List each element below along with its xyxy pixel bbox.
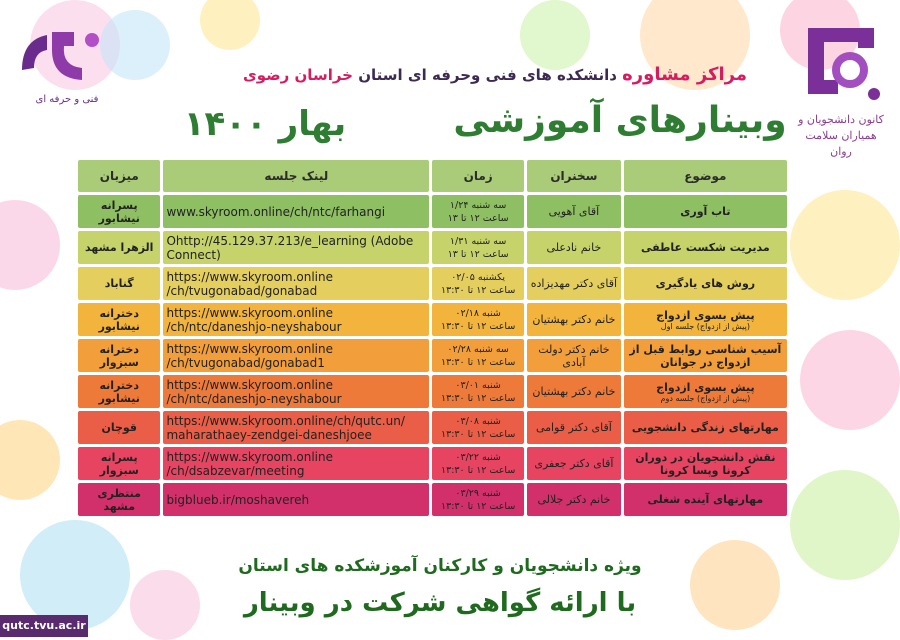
speaker-cell: خانم دکتر دولت آبادی [527, 339, 621, 372]
table-row [78, 375, 787, 408]
header-speaker: سخنران [527, 160, 621, 192]
host-cell: الزهرا مشهد [78, 231, 160, 264]
time-cell [432, 483, 524, 516]
speaker-cell: خانم دکتر بهشتیان [527, 303, 621, 336]
meeting-link[interactable]: https://www.skyroom.online /ch/tvugonabad/gonabad1 [163, 339, 429, 372]
topic-cell [624, 231, 787, 264]
host-cell: پسرانه سبزوار [78, 447, 160, 480]
topic-cell [624, 339, 787, 372]
time-date: سه شنبه ۱/۳۱ [449, 235, 507, 247]
topic-cell [624, 303, 787, 336]
header-topic: موضوع [624, 160, 787, 192]
speaker-cell: آقای دکتر مهدیزاده [527, 267, 621, 300]
caption-line: همیاران سلامت [805, 129, 877, 142]
time-cell [432, 411, 524, 444]
webinar-schedule-table [75, 157, 790, 519]
speaker-cell: آقای دکتر جعفری [527, 447, 621, 480]
topic-title: مدیریت شکست عاطفی [641, 241, 770, 254]
topic-cell [624, 411, 787, 444]
topic-cell [624, 267, 787, 300]
speaker-cell: آقای آهویی [527, 195, 621, 228]
topic-title: پیش بسوی ازدواج [656, 380, 755, 394]
meeting-link[interactable]: https://www.skyroom.online /ch/tvugonabad/gonabad [163, 267, 429, 300]
time-date: شنبه ۰۲/۱۸ [455, 307, 501, 319]
meeting-link[interactable]: https://www.skyroom.online /ch/dsabzevar/meeting [163, 447, 429, 480]
time-cell [432, 375, 524, 408]
topic-note: (پیش از ازدواج) جلسه اول [660, 321, 750, 331]
season-label: بهار ۱۴۰۰ [183, 104, 347, 144]
time-date: شنبه ۰۳/۲۲ [455, 451, 501, 463]
table-row [78, 411, 787, 444]
time-hours: ساعت ۱۲ تا ۱۳:۳۰ [440, 464, 516, 476]
speaker-cell: خانم دکتر بهشتیان [527, 375, 621, 408]
topic-title: روش های یادگیری [655, 277, 756, 290]
table-row [78, 195, 787, 228]
time-hours: ساعت ۱۲ تا ۱۳:۳۰ [440, 284, 516, 296]
time-date: شنبه ۰۳/۰۱ [455, 379, 501, 391]
time-cell [432, 303, 524, 336]
host-cell: دخترانه سبزوار [78, 339, 160, 372]
table-row [78, 447, 787, 480]
table-row [78, 231, 787, 264]
topic-note: (پیش از ازدواج) جلسه دوم [660, 393, 751, 403]
organizer-heading [240, 64, 750, 85]
bokeh-decoration [0, 420, 60, 500]
organizer-province: خراسان رضوی [243, 66, 353, 84]
host-cell: گناباد [78, 267, 160, 300]
table-row [78, 303, 787, 336]
table-row [78, 339, 787, 372]
meeting-link[interactable]: bigblueb.ir/moshavereh [163, 483, 429, 516]
topic-cell [624, 447, 787, 480]
table-header-row [78, 160, 787, 192]
topic-cell [624, 375, 787, 408]
time-cell [432, 339, 524, 372]
topic-cell [624, 483, 787, 516]
time-cell [432, 195, 524, 228]
topic-title: آسیب شناسی روابط قبل از ازدواج در جوانان [629, 342, 782, 369]
time-hours: ساعت ۱۲ تا ۱۳:۳۰ [440, 500, 516, 512]
host-cell: منتظری مشهد [78, 483, 160, 516]
topic-title: مهارتهای زندگی دانشجویی [631, 421, 779, 434]
time-date: سه شنبه ۰۲/۲۸ [447, 343, 509, 355]
topic-title: مهارتهای آینده شغلی [647, 493, 764, 506]
time-date: شنبه ۰۳/۰۸ [455, 415, 501, 427]
speaker-cell: آقای دکتر قوامی [527, 411, 621, 444]
meeting-link[interactable]: https://www.skyroom.online /ch/ntc/daneshjo-neyshabour [163, 303, 429, 336]
time-hours: ساعت ۱۲ تا ۱۳:۳۰ [440, 320, 516, 332]
time-hours: ساعت ۱۲ تا ۱۳:۳۰ [440, 392, 516, 404]
certificate-note: با ارائه گواهی شرکت در وبینار [243, 588, 637, 618]
bokeh-decoration [520, 0, 590, 70]
meeting-link[interactable]: www.skyroom.online/ch/ntc/farhangi [163, 195, 429, 228]
time-cell [432, 231, 524, 264]
bokeh-decoration [0, 200, 60, 290]
meeting-link[interactable]: https://www.skyroom.online/ch/qutc.un/ maharathaey-zendgei-daneshjoee [163, 411, 429, 444]
time-hours: ساعت ۱۲ تا ۱۳:۳۰ [440, 428, 516, 440]
time-hours: ساعت ۱۲ تا ۱۳ [447, 248, 509, 260]
host-cell: دخترانه نیشابور [78, 375, 160, 408]
audience-note: ویژه دانشجویان و کارکنان آموزشکده های استان [238, 556, 642, 576]
time-cell [432, 267, 524, 300]
table-row [78, 483, 787, 516]
topic-title: پیش بسوی ازدواج [656, 308, 755, 322]
caption-line: کانون دانشجویان و [798, 113, 884, 126]
header-time: زمان [432, 160, 524, 192]
header-link: لینک جلسه [163, 160, 429, 192]
header-host: میزبان [78, 160, 160, 192]
caption-line: روان [830, 145, 852, 158]
topic-cell [624, 195, 787, 228]
table-row [78, 267, 787, 300]
left-logo [12, 20, 122, 110]
bokeh-decoration [200, 0, 260, 50]
host-cell: پسرانه نیشابور [78, 195, 160, 228]
bokeh-decoration [690, 540, 780, 630]
host-cell: دخترانه نیشابور [78, 303, 160, 336]
site-url[interactable]: qutc.tvu.ac.ir [0, 615, 88, 637]
tvu-logo-icon [12, 20, 122, 90]
time-hours: ساعت ۱۲ تا ۱۳ [447, 212, 509, 224]
bokeh-decoration [790, 470, 900, 580]
time-date: یکشنبه ۰۲/۰۵ [451, 271, 506, 283]
organizer-prefix: مراکز مشاوره [622, 64, 747, 85]
bokeh-decoration [790, 190, 900, 300]
speaker-cell: خانم نادعلی [527, 231, 621, 264]
organizer-middle: دانشکده های فنی وحرفه ای استان [352, 66, 623, 84]
time-cell [432, 447, 524, 480]
bokeh-decoration [20, 520, 130, 630]
host-cell: قوچان [78, 411, 160, 444]
time-date: سه شنبه ۱/۲۴ [449, 199, 507, 211]
left-logo-text: فنی و حرفه ای [35, 94, 99, 105]
meeting-link[interactable]: https://www.skyroom.online /ch/ntc/daneshjo-neyshabour [163, 375, 429, 408]
topic-title: تاب آوری [680, 205, 731, 218]
bokeh-decoration [800, 330, 900, 430]
counseling-center-logo-icon [798, 18, 884, 104]
topic-title: نقش دانشجویان در دوران کرونا وپسا کرونا [635, 450, 776, 477]
speaker-cell: خانم دکتر جلالی [527, 483, 621, 516]
time-date: شنبه ۰۳/۲۹ [455, 487, 501, 499]
meeting-link[interactable]: Ohttp://45.129.37.213/e_learning (Adobe Connect) [163, 231, 429, 264]
time-hours: ساعت ۱۲ تا ۱۳:۳۰ [440, 356, 516, 368]
page-title: وبینارهای آموزشی [453, 100, 787, 141]
